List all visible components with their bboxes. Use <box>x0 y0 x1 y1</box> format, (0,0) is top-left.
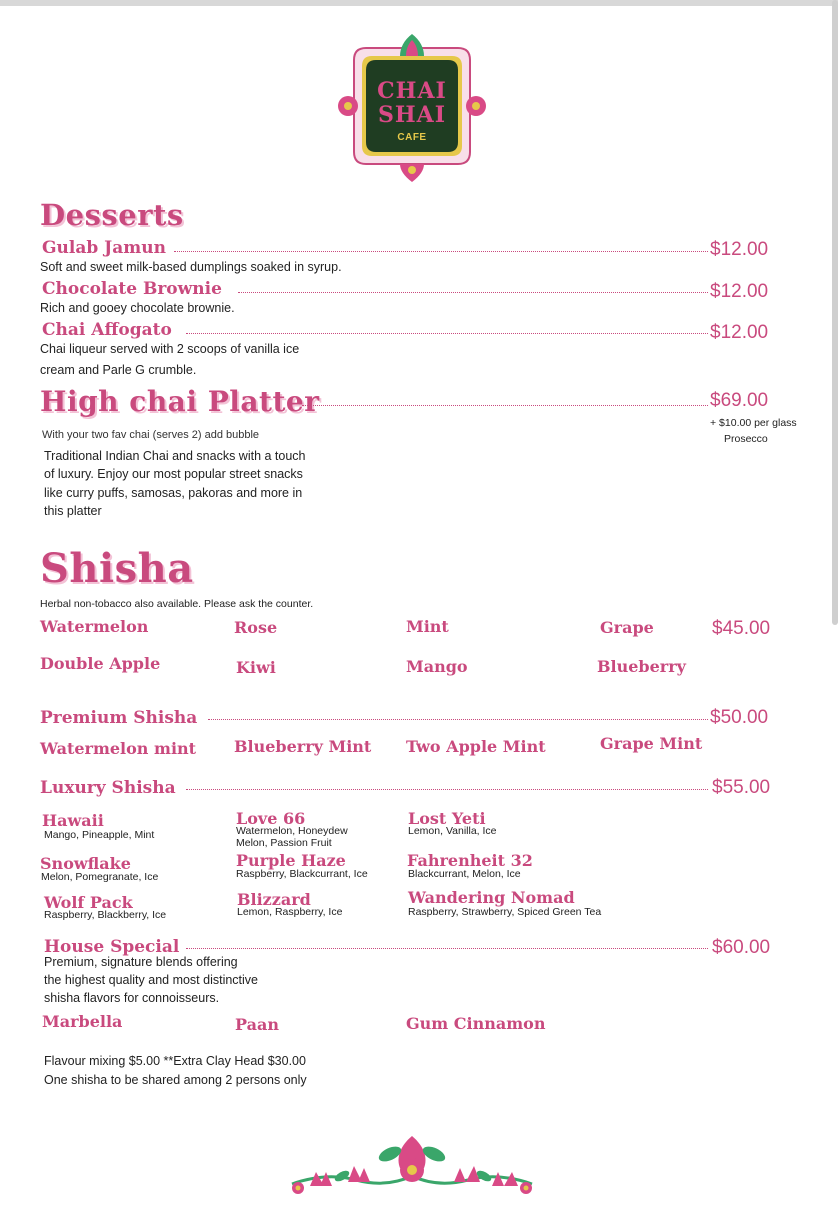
premium-flavor: Watermelon mint <box>40 739 197 758</box>
dessert-name-2: Chocolate Brownie <box>42 279 222 299</box>
dessert-price-3: $12.00 <box>710 322 769 343</box>
footer-note-1: Flavour mixing $5.00 **Extra Clay Head $30.00 <box>44 1054 306 1068</box>
platter-heading: High chai Platter <box>40 385 320 418</box>
luxury-price: $55.00 <box>712 777 771 798</box>
dotted-leader <box>186 948 708 949</box>
shisha-flavor: Mint <box>406 617 449 636</box>
logo-line2: SHAI <box>377 102 447 128</box>
luxury-flavor-name: Fahrenheit 32 <box>407 851 533 870</box>
dessert-name-1: Gulab Jamun <box>42 238 166 258</box>
dessert-price-2: $12.00 <box>710 281 769 302</box>
luxury-flavor-desc: Raspberry, Strawberry, Spiced Green Tea <box>408 906 602 918</box>
dotted-leader <box>208 719 708 720</box>
platter-addon2: Prosecco <box>724 433 768 445</box>
logo-sub: CAFE <box>397 132 427 143</box>
floral-decoration <box>286 1132 538 1200</box>
luxury-flavor-name: Wandering Nomad <box>408 888 575 907</box>
scrollbar[interactable] <box>832 0 838 625</box>
luxury-flavor-desc: Melon, Passion Fruit <box>236 837 332 849</box>
luxury-flavor-desc: Blackcurrant, Melon, Ice <box>408 868 521 880</box>
platter-desc-4: this platter <box>44 504 102 518</box>
luxury-flavor-desc: Melon, Pomegranate, Ice <box>41 871 159 883</box>
house-desc-1: Premium, signature blends offering <box>44 955 238 969</box>
luxury-flavor-desc: Watermelon, Honeydew <box>236 825 348 837</box>
platter-addon: + $10.00 per glass <box>710 417 797 429</box>
chai-shai-logo <box>334 30 490 186</box>
luxury-heading: Luxury Shisha <box>40 778 176 798</box>
shisha-flavor: Blueberry <box>597 657 686 676</box>
platter-desc-2: of luxury. Enjoy our most popular street snacks <box>44 467 303 481</box>
premium-heading: Premium Shisha <box>40 708 198 728</box>
luxury-flavor-name: Snowflake <box>40 854 131 873</box>
dessert-desc-2: Rich and gooey chocolate brownie. <box>40 301 235 315</box>
house-desc-2: the highest quality and most distinctive <box>44 973 259 987</box>
dotted-leader <box>174 251 708 252</box>
shisha-flavor: Mango <box>406 657 468 676</box>
premium-price: $50.00 <box>710 707 769 728</box>
premium-flavor: Grape Mint <box>600 734 703 753</box>
shisha-heading: Shisha <box>40 545 194 592</box>
luxury-flavor-desc: Lemon, Vanilla, Ice <box>408 825 497 837</box>
premium-flavor: Blueberry Mint <box>234 737 372 756</box>
dotted-leader <box>186 789 708 790</box>
dotted-leader <box>302 405 708 406</box>
shisha-flavor: Rose <box>234 618 278 637</box>
luxury-flavor-name: Purple Haze <box>236 851 346 870</box>
platter-desc-1: Traditional Indian Chai and snacks with a touch <box>44 449 306 463</box>
logo-line1: CHAI <box>377 78 447 104</box>
shisha-note: Herbal non-tobacco also available. Please ask the counter. <box>40 598 314 610</box>
house-flavor: Gum Cinnamon <box>406 1014 546 1033</box>
dotted-leader <box>186 333 708 334</box>
dessert-desc-1: Soft and sweet milk-based dumplings soaked in syrup. <box>40 260 342 274</box>
platter-desc-3: like curry puffs, samosas, pakoras and more in <box>44 486 303 500</box>
luxury-flavor-desc: Lemon, Raspberry, Ice <box>237 906 343 918</box>
luxury-flavor-name: Wolf Pack <box>44 893 133 912</box>
dessert-price-1: $12.00 <box>710 239 769 260</box>
house-flavor: Paan <box>235 1015 279 1034</box>
luxury-flavor-name: Hawaii <box>42 811 104 830</box>
house-desc-3: shisha flavors for connoisseurs. <box>44 991 220 1005</box>
shisha-flavor: Watermelon <box>40 617 149 636</box>
luxury-flavor-name: Blizzard <box>237 890 311 909</box>
dessert-desc-3a: Chai liqueur served with 2 scoops of vanilla ice <box>40 342 300 356</box>
shisha-price: $45.00 <box>712 618 771 639</box>
luxury-flavor-desc: Raspberry, Blackcurrant, Ice <box>236 868 368 880</box>
top-bar <box>0 0 838 6</box>
dessert-name-3: Chai Affogato <box>42 320 172 340</box>
house-heading: House Special <box>44 937 180 957</box>
dessert-desc-3b: cream and Parle G crumble. <box>40 363 197 377</box>
shisha-flavor: Grape <box>600 618 654 637</box>
platter-subtitle: With your two fav chai (serves 2) add bubble <box>42 429 260 441</box>
luxury-flavor-name: Lost Yeti <box>408 809 486 828</box>
footer-note-2: One shisha to be shared among 2 persons only <box>44 1073 307 1087</box>
premium-flavor: Two Apple Mint <box>406 737 546 756</box>
luxury-flavor-name: Love 66 <box>236 809 306 828</box>
luxury-flavor-desc: Raspberry, Blackberry, Ice <box>44 909 167 921</box>
shisha-flavor: Double Apple <box>40 654 161 673</box>
desserts-heading: Desserts <box>40 198 184 232</box>
dotted-leader <box>238 292 708 293</box>
house-price: $60.00 <box>712 937 771 958</box>
shisha-flavor: Kiwi <box>236 658 276 677</box>
platter-price: $69.00 <box>710 390 769 411</box>
house-flavor: Marbella <box>42 1012 123 1031</box>
luxury-flavor-desc: Mango, Pineapple, Mint <box>44 829 155 841</box>
